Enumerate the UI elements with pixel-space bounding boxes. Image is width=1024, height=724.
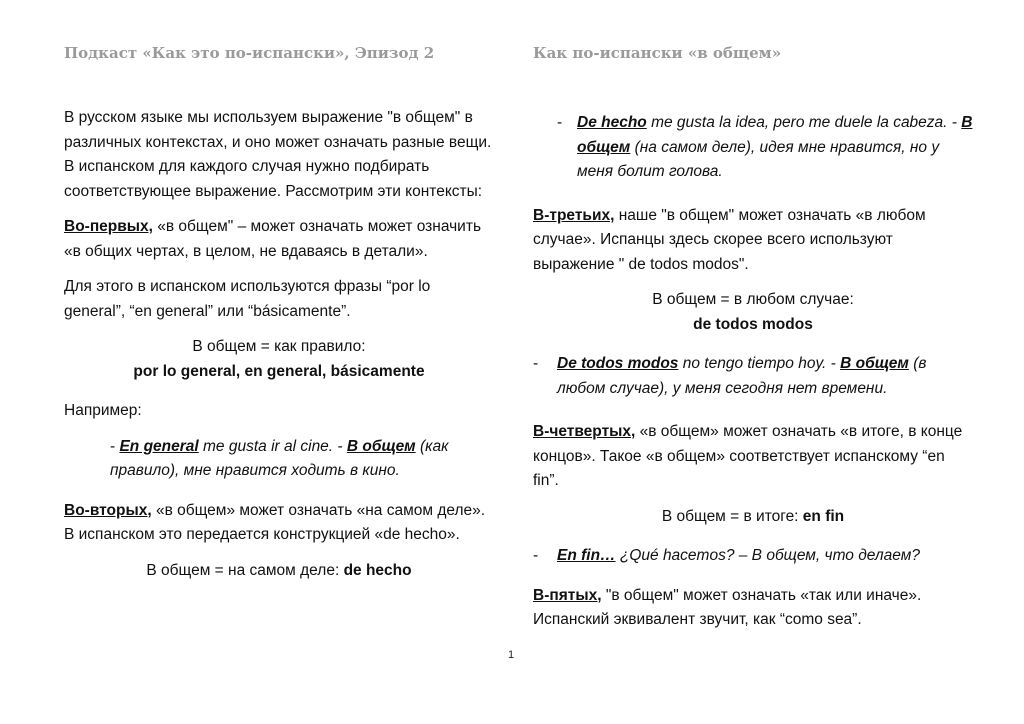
page-number: 1 (508, 649, 515, 661)
left-header: Подкаст «Как это по-испански», Эпизод 2 (64, 44, 435, 62)
example-2-dash: - (557, 114, 563, 131)
first-rule-line2: por lo general, en general, básicamente (133, 362, 425, 380)
first-point-paragraph (64, 215, 494, 264)
example-2-ru-term: В общем (577, 114, 973, 156)
example-3-dash: - (533, 355, 539, 372)
right-header: Как по-испански «в общем» (533, 44, 782, 62)
first-rule (64, 335, 494, 384)
right-flow (533, 111, 973, 644)
fourth-point-text: «в общем» может означать «в итоге, в конце концов». Такое «в общем» соответствует испанскому “en fin”. (533, 423, 963, 489)
example-1-es-term: En general (119, 437, 199, 455)
example-2-es-rest: me gusta la idea, pero me duele la cabeza. - (646, 114, 962, 131)
example-4 (533, 544, 973, 569)
third-point-paragraph (533, 204, 973, 278)
fourth-rule-term: en fin (802, 507, 845, 525)
second-rule-text: В общем = на самом деле: (146, 561, 344, 579)
third-rule-line1: В общем = в любом случае: (652, 291, 854, 308)
example-4-rest: ¿Qué hacemos? – В общем, что делаем? (615, 547, 920, 564)
second-point-term: Во-вторых, (64, 501, 152, 519)
second-rule (64, 559, 494, 584)
third-rule (533, 288, 973, 337)
example-2 (533, 111, 973, 185)
fourth-point-paragraph (533, 420, 973, 494)
first-point-text: «в общем" – может означать может означить «в общих чертах, в целом, не вдаваясь в детали». (64, 218, 482, 260)
fourth-rule (533, 505, 973, 530)
first-rule-line1: В общем = как правило: (192, 338, 366, 355)
fourth-rule-text: В общем = в итоге: (661, 507, 803, 525)
second-point-paragraph (64, 499, 494, 548)
third-point-text: наше "в общем" может означать «в любом случае». Испанцы здесь скорее всего используют выражение " de todos modos". (533, 206, 926, 273)
second-point-text: «в общем» может означать «на самом деле». В испанском это передается конструкцией «de hecho». (64, 501, 486, 543)
example-3-es-term: De todos modos (557, 355, 679, 372)
first-point-note: Для этого в испанском используются фразы “por lo general”, “en general” или “básicamente”. (64, 278, 431, 320)
example-3-ru-rest: (в любом случае), у меня сегодня нет времени. (557, 355, 927, 397)
example-4-es-term: En fin… (557, 547, 616, 564)
third-point-term: В-третьих, (533, 206, 615, 224)
fourth-point-term: В-четвертых, (533, 423, 636, 440)
example-4-dash: - (533, 547, 539, 564)
example-1-prefix: - (110, 437, 120, 455)
example-label: Например: (64, 402, 142, 419)
left-flow (64, 106, 494, 598)
example-1-ru-rest: (как правило), мне нравится ходить в кино. (110, 437, 449, 479)
example-1-es-rest: me gusta ir al cine. - (198, 437, 347, 455)
example-1-ru-term: В общем (346, 437, 416, 455)
fifth-point-text: "в общем" может означать «так или иначе». Испанский эквивалент звучит, как “como sea”. (533, 586, 922, 628)
example-2-es-term: De hecho (577, 114, 647, 131)
intro-paragraph: В русском языке мы используем выражение "в общем" в различных контекстах, и оно может означать разные вещи. В испанском для каждого случая нужно подбирать соответствующее выражение. Рассмотрим эти контексты: (64, 109, 492, 200)
example-3-ru-term: В общем (840, 355, 909, 372)
first-point-term: Во-первых, (64, 218, 153, 235)
fifth-point-paragraph (533, 584, 973, 633)
fifth-point-term: В-пятых, (533, 586, 602, 604)
third-rule-line2: de todos modos (693, 315, 813, 333)
example-2-ru-rest: (на самом деле), идея мне нравится, но у меня болит голова. (577, 138, 940, 180)
example-1 (64, 435, 494, 484)
second-rule-term: de hecho (343, 561, 412, 579)
example-3 (533, 352, 973, 401)
example-3-es-rest: no tengo tiempo hoy. - (678, 355, 841, 372)
